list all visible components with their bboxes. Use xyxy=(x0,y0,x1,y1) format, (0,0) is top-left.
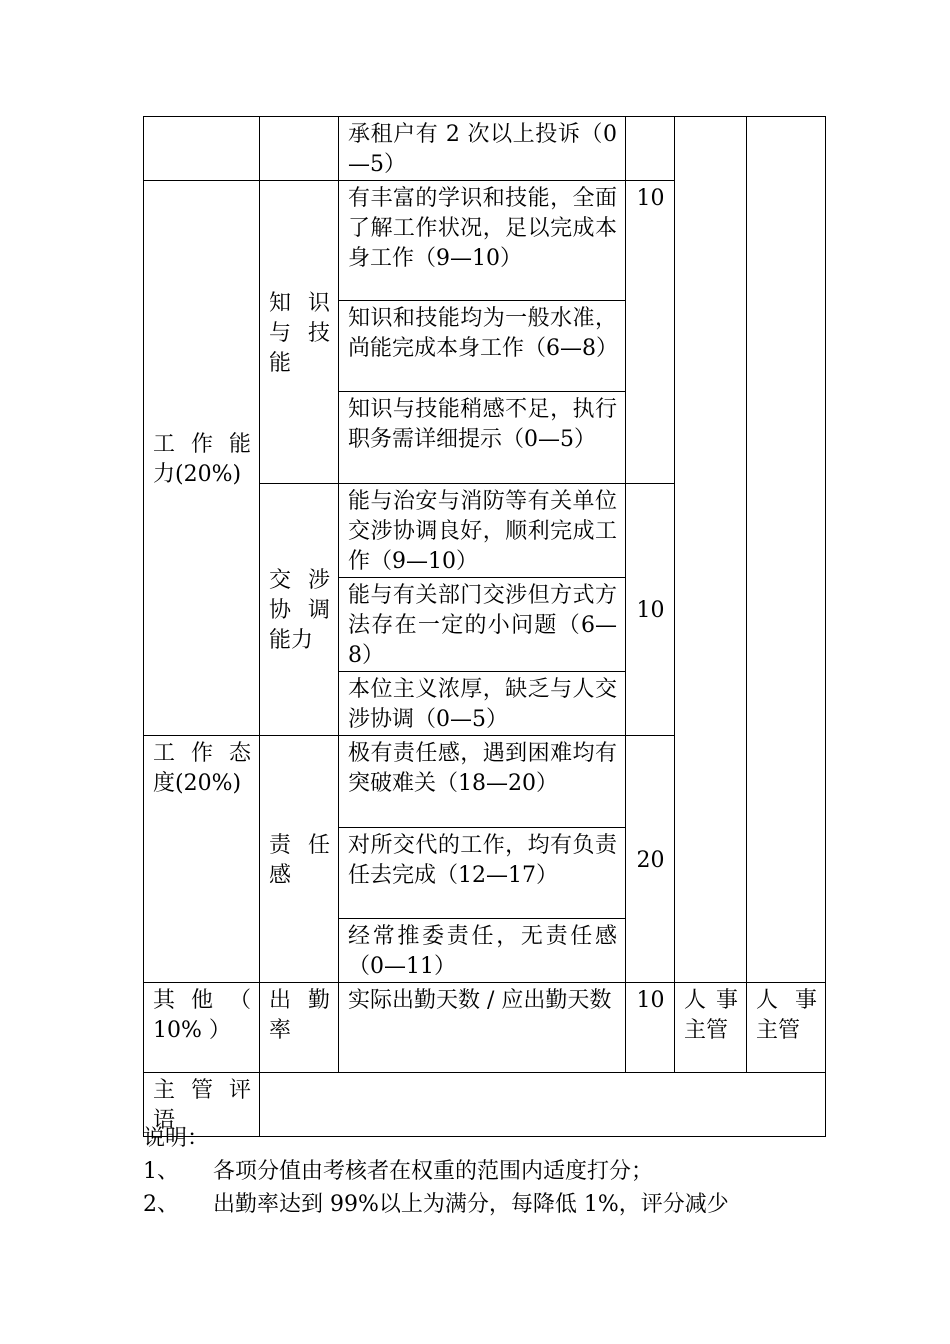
criterion-cell: 有丰富的学识和技能，全面了解工作状况，足以完成本身工作（9—10） xyxy=(339,181,626,301)
notes-section xyxy=(143,1122,729,1221)
category-cell xyxy=(144,117,260,181)
note-index: 1、 xyxy=(143,1159,179,1184)
table-row xyxy=(144,117,826,181)
score-cell: 10 xyxy=(626,484,675,736)
criterion-cell: 承租户有 2 次以上投诉（0—5） xyxy=(339,117,626,181)
score-cell: 10 xyxy=(626,983,675,1073)
note-index: 2、 xyxy=(143,1192,179,1217)
item-cell: 出 勤 率 xyxy=(260,983,339,1073)
criterion-cell: 知识与技能稍感不足，执行职务需详细提示（0—5） xyxy=(339,392,626,484)
note-text: 各项分值由考核者在权重的范围内适度打分； xyxy=(213,1159,654,1184)
note-item xyxy=(143,1188,729,1221)
note-item xyxy=(143,1155,729,1188)
evaluator-cell: 人事主管 xyxy=(675,983,747,1073)
note-text: 出勤率达到 99%以上为满分，每降低 1%，评分减少 xyxy=(213,1192,729,1217)
comment-label-cell: 主 管 评 语 xyxy=(144,1073,260,1137)
criterion-cell: 实际出勤天数 / 应出勤天数 xyxy=(339,983,626,1073)
score-cell: 20 xyxy=(626,736,675,983)
evaluator-cell xyxy=(675,117,747,983)
score-cell xyxy=(626,117,675,181)
criterion-cell: 知识和技能均为一般水准，尚能完成本身工作（6—8） xyxy=(339,301,626,392)
criterion-cell: 经常推委责任，无责任感（0—11） xyxy=(339,919,626,983)
criterion-cell: 对所交代的工作，均有负责任去完成（12—17） xyxy=(339,828,626,919)
category-cell: 其 他 （ 10% ） xyxy=(144,983,260,1073)
category-cell: 工 作 能 力(20%) xyxy=(144,181,260,736)
item-cell xyxy=(260,117,339,181)
item-cell: 责 任 感 xyxy=(260,736,339,983)
notes-title: 说明： xyxy=(143,1126,210,1151)
criterion-cell: 本位主义浓厚，缺乏与人交涉协调（0—5） xyxy=(339,672,626,736)
evaluator-cell: 人事主管 xyxy=(747,983,826,1073)
item-cell: 知 识 与 技能 xyxy=(260,181,339,484)
criterion-cell: 能与治安与消防等有关单位交涉协调良好，顺利完成工作（9—10） xyxy=(339,484,626,578)
criterion-cell: 能与有关部门交涉但方式方法存在一定的小问题（6—8） xyxy=(339,578,626,672)
item-cell: 交 涉 协 调 能力 xyxy=(260,484,339,736)
criterion-cell: 极有责任感，遇到困难均有突破难关（18—20） xyxy=(339,736,626,828)
table-row xyxy=(144,983,826,1073)
evaluation-table xyxy=(143,116,826,1137)
category-cell: 工 作 态 度(20%) xyxy=(144,736,260,983)
evaluator-cell xyxy=(747,117,826,983)
score-cell: 10 xyxy=(626,181,675,484)
